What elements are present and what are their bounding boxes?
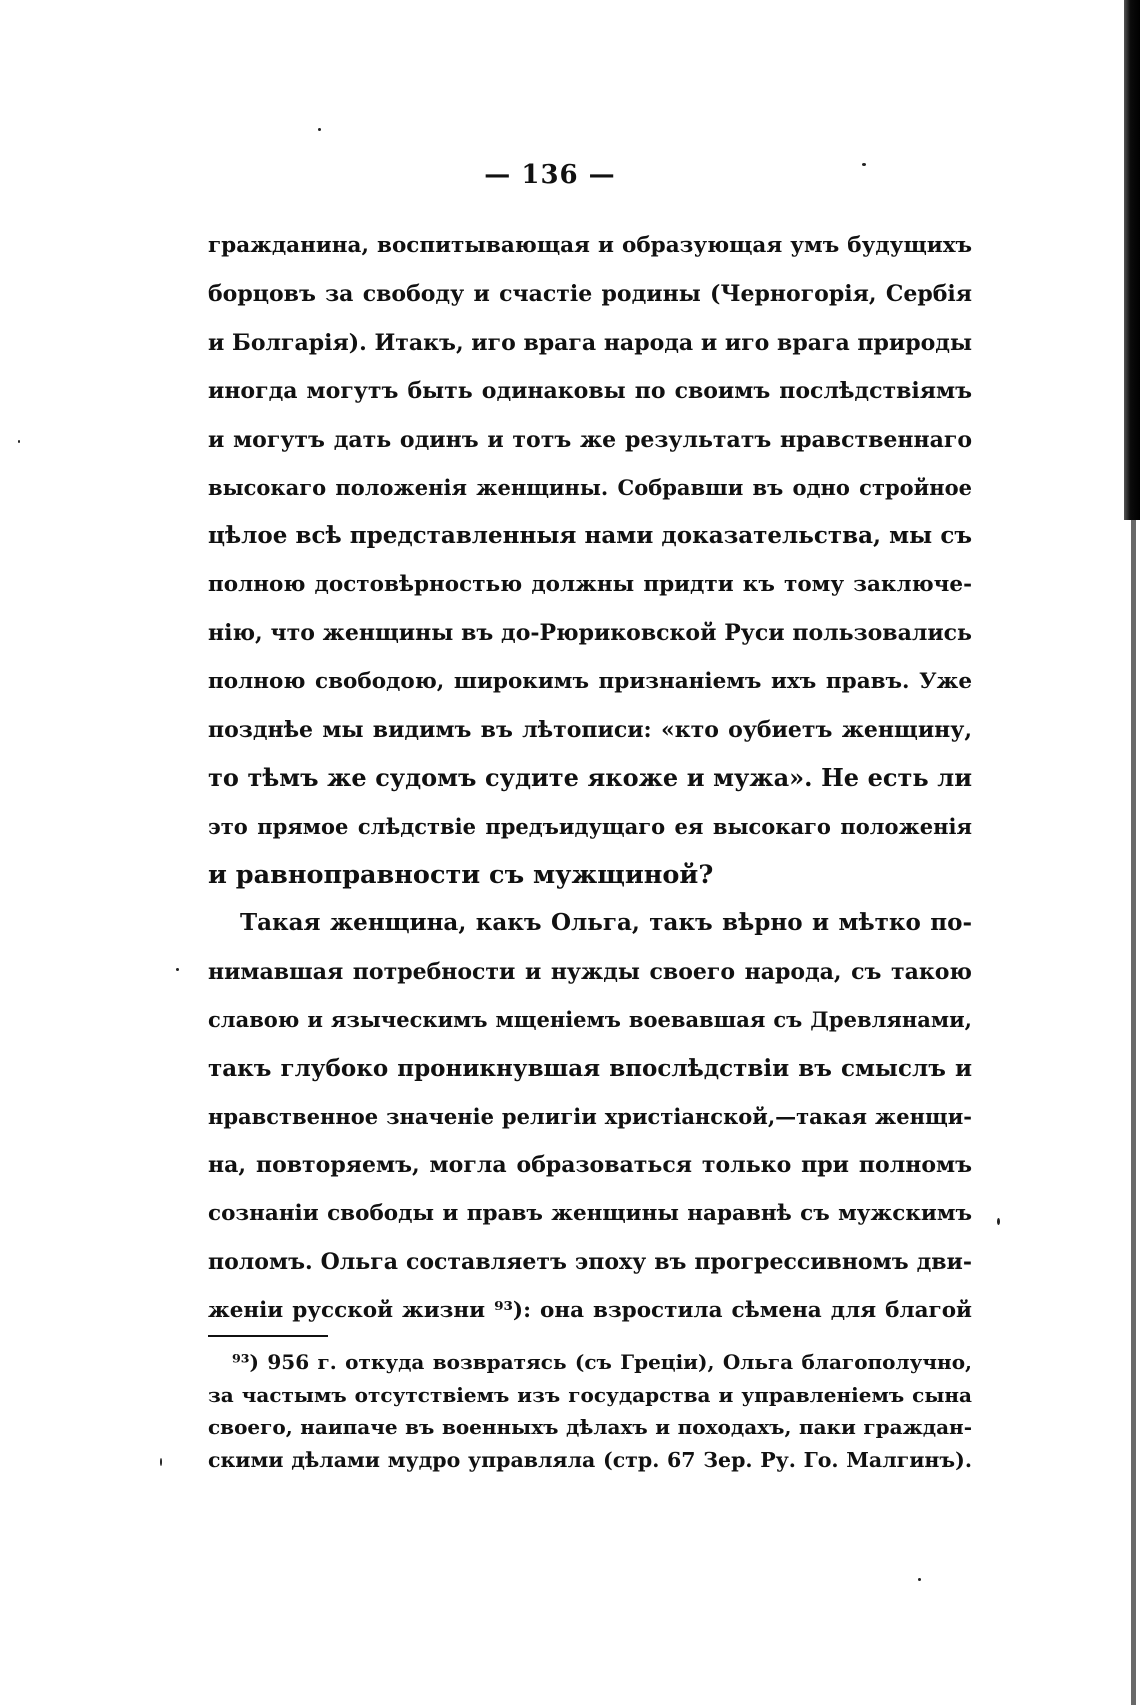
scan-speck — [997, 1218, 1000, 1225]
scan-speck — [18, 440, 20, 443]
footnote-divider — [208, 1335, 328, 1337]
text-line: такъ глубоко проникнувшая впослѣдствіи въ смыслъ и — [208, 1054, 972, 1082]
body-text — [208, 222, 972, 1335]
text-line: славою и языческимъ мщеніемъ воевавшая съ Древлянами, — [208, 1007, 972, 1033]
text-line: женіи русской жизни ⁹³): она взростила сѣмена для благой — [208, 1297, 972, 1323]
text-line: полною достовѣрностью должны придти къ тому заключе- — [208, 571, 972, 597]
text-line: иногда могутъ быть одинаковы по своимъ послѣдствіямъ — [208, 378, 972, 405]
page-number: — 136 — — [484, 160, 616, 190]
text-line: и могутъ дать одинъ и тотъ же результатъ нравственнаго — [208, 426, 972, 453]
footnotes — [208, 1346, 972, 1476]
page-edge-line — [1131, 520, 1136, 1705]
text-line: нравственное значеніе религіи христіанской,—такая женщи- — [208, 1104, 972, 1130]
text-line: и Болгарія). Итакъ, иго врага народа и иго врага природы — [208, 329, 972, 356]
page-edge-shadow — [1124, 0, 1140, 520]
scan-speck — [318, 128, 321, 131]
footnote-line: своего, наипаче въ военныхъ дѣлахъ и походахъ, паки граждан- — [208, 1415, 972, 1439]
paragraph-start-line: Такая женщина, какъ Ольга, такъ вѣрно и мѣтко по- — [240, 909, 972, 937]
text-line: нимавшая потребности и нужды своего народа, съ такою — [208, 958, 972, 985]
footnote-line: ⁹³) 956 г. откуда возвратясь (съ Греціи), Ольга благополучно, — [232, 1350, 972, 1374]
footnote-line: за частымъ отсутствіемъ изъ государства и управленіемъ сына — [208, 1382, 972, 1407]
text-line: поломъ. Ольга составляетъ эпоху въ прогрессивномъ дви- — [208, 1249, 972, 1276]
text-line: на, повторяемъ, могла образоваться только при полномъ — [208, 1152, 972, 1179]
text-line: сознаніи свободы и правъ женщины наравнѣ съ мужскимъ — [208, 1200, 972, 1226]
text-line: это прямое слѣдствіе предъидущаго ея высокаго положенія — [208, 813, 972, 839]
footnote-line: скими дѣлами мудро управляла (стр. 67 Зер. Ру. Го. Малгинъ). — [208, 1447, 972, 1472]
text-line: и равноправности съ мужщиной? — [208, 860, 714, 891]
text-line: высокаго положенія женщины. Собравши въ одно стройное — [208, 474, 972, 500]
text-line: полною свободою, широкимъ признаніемъ ихъ правъ. Уже — [208, 668, 972, 694]
text-line: цѣлое всѣ представленныя нами доказательства, мы съ — [208, 522, 972, 550]
scan-speck — [176, 968, 179, 971]
scan-speck — [918, 1578, 921, 1581]
text-line: борцовъ за свободу и счастіе родины (Черногорія, Сербія — [208, 281, 972, 308]
scan-speck — [862, 163, 866, 166]
text-line: то тѣмъ же судомъ судите якоже и мужа». Не есть ли — [208, 763, 972, 793]
text-line: нію, что женщины въ до-Рюриковской Руси пользовались — [208, 620, 972, 647]
text-line: гражданина, воспитывающая и образующая умъ будущихъ — [208, 233, 972, 258]
text-line: позднѣе мы видимъ въ лѣтописи: «кто оубиетъ женщину, — [208, 716, 972, 743]
scan-speck — [160, 1458, 162, 1466]
